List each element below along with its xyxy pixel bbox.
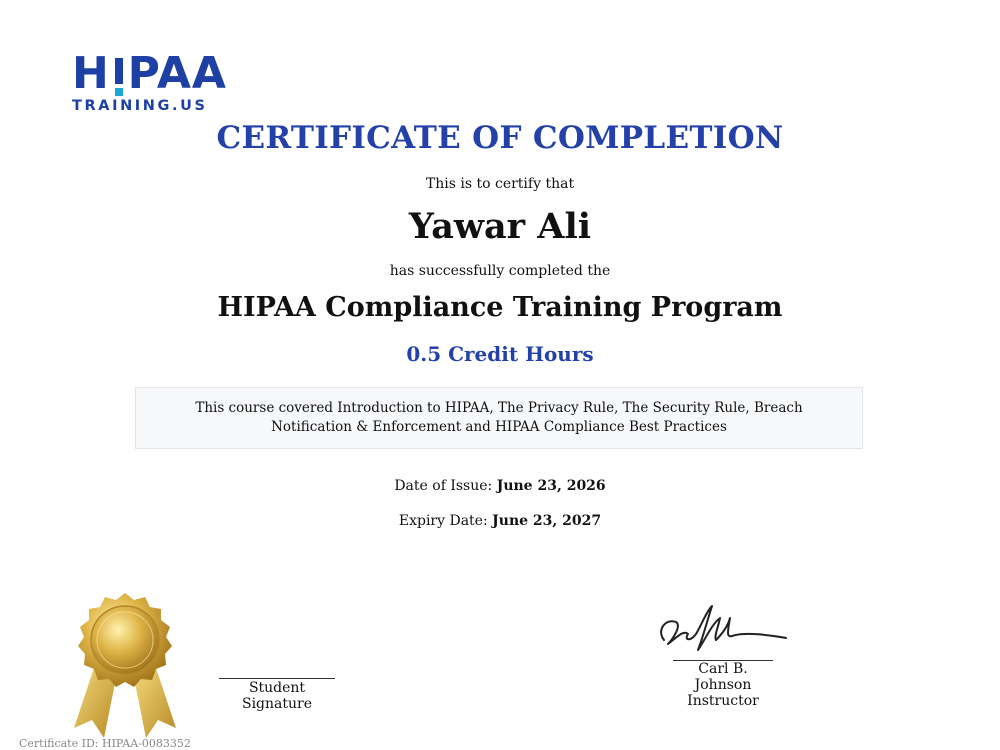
- logo-letter-h: H: [72, 48, 110, 99]
- logo-tagline: TRAINING.US: [72, 98, 208, 114]
- student-signature-line: [219, 678, 335, 679]
- recipient-name: Yawar Ali: [408, 206, 592, 247]
- expiry-date-value: June 23, 2027: [492, 513, 602, 529]
- instructor-signature-block: [668, 600, 778, 709]
- course-summary-box: [135, 387, 863, 449]
- expiry-date-line: [0, 513, 1000, 529]
- student-signature-block: [219, 678, 335, 712]
- logo-letters-paa: PAA: [127, 48, 227, 99]
- gold-seal-icon: [64, 590, 186, 740]
- instructor-signature-icon: [654, 600, 794, 660]
- course-summary-text: This course covered Introduction to HIPAA, The Privacy Rule, The Security Rule, Breach Notification & Enforcement and HIPAA Compliance Best Practices: [195, 400, 803, 435]
- student-signature-label: Student Signature: [241, 680, 312, 712]
- logo-exclamation-icon: [113, 56, 125, 96]
- expiry-date-label: Expiry Date:: [398, 513, 488, 529]
- certificate-title: CERTIFICATE OF COMPLETION: [216, 120, 784, 156]
- issue-date-value: June 23, 2026: [496, 478, 606, 494]
- program-name: HIPAA Compliance Training Program: [217, 292, 783, 323]
- issue-date-line: [0, 478, 1000, 494]
- certify-text: This is to certify that: [425, 176, 575, 192]
- issue-date-label: Date of Issue:: [394, 478, 493, 494]
- instructor-name: Carl B. Johnson: [694, 661, 752, 693]
- credit-hours: 0.5 Credit Hours: [406, 342, 594, 366]
- completed-text: has successfully completed the: [389, 263, 611, 279]
- hipaa-logo: [72, 48, 227, 114]
- instructor-role: Instructor: [687, 693, 759, 709]
- logo-wordmark: [72, 48, 227, 99]
- certificate-id: Certificate ID: HIPAA-0083352: [19, 737, 191, 750]
